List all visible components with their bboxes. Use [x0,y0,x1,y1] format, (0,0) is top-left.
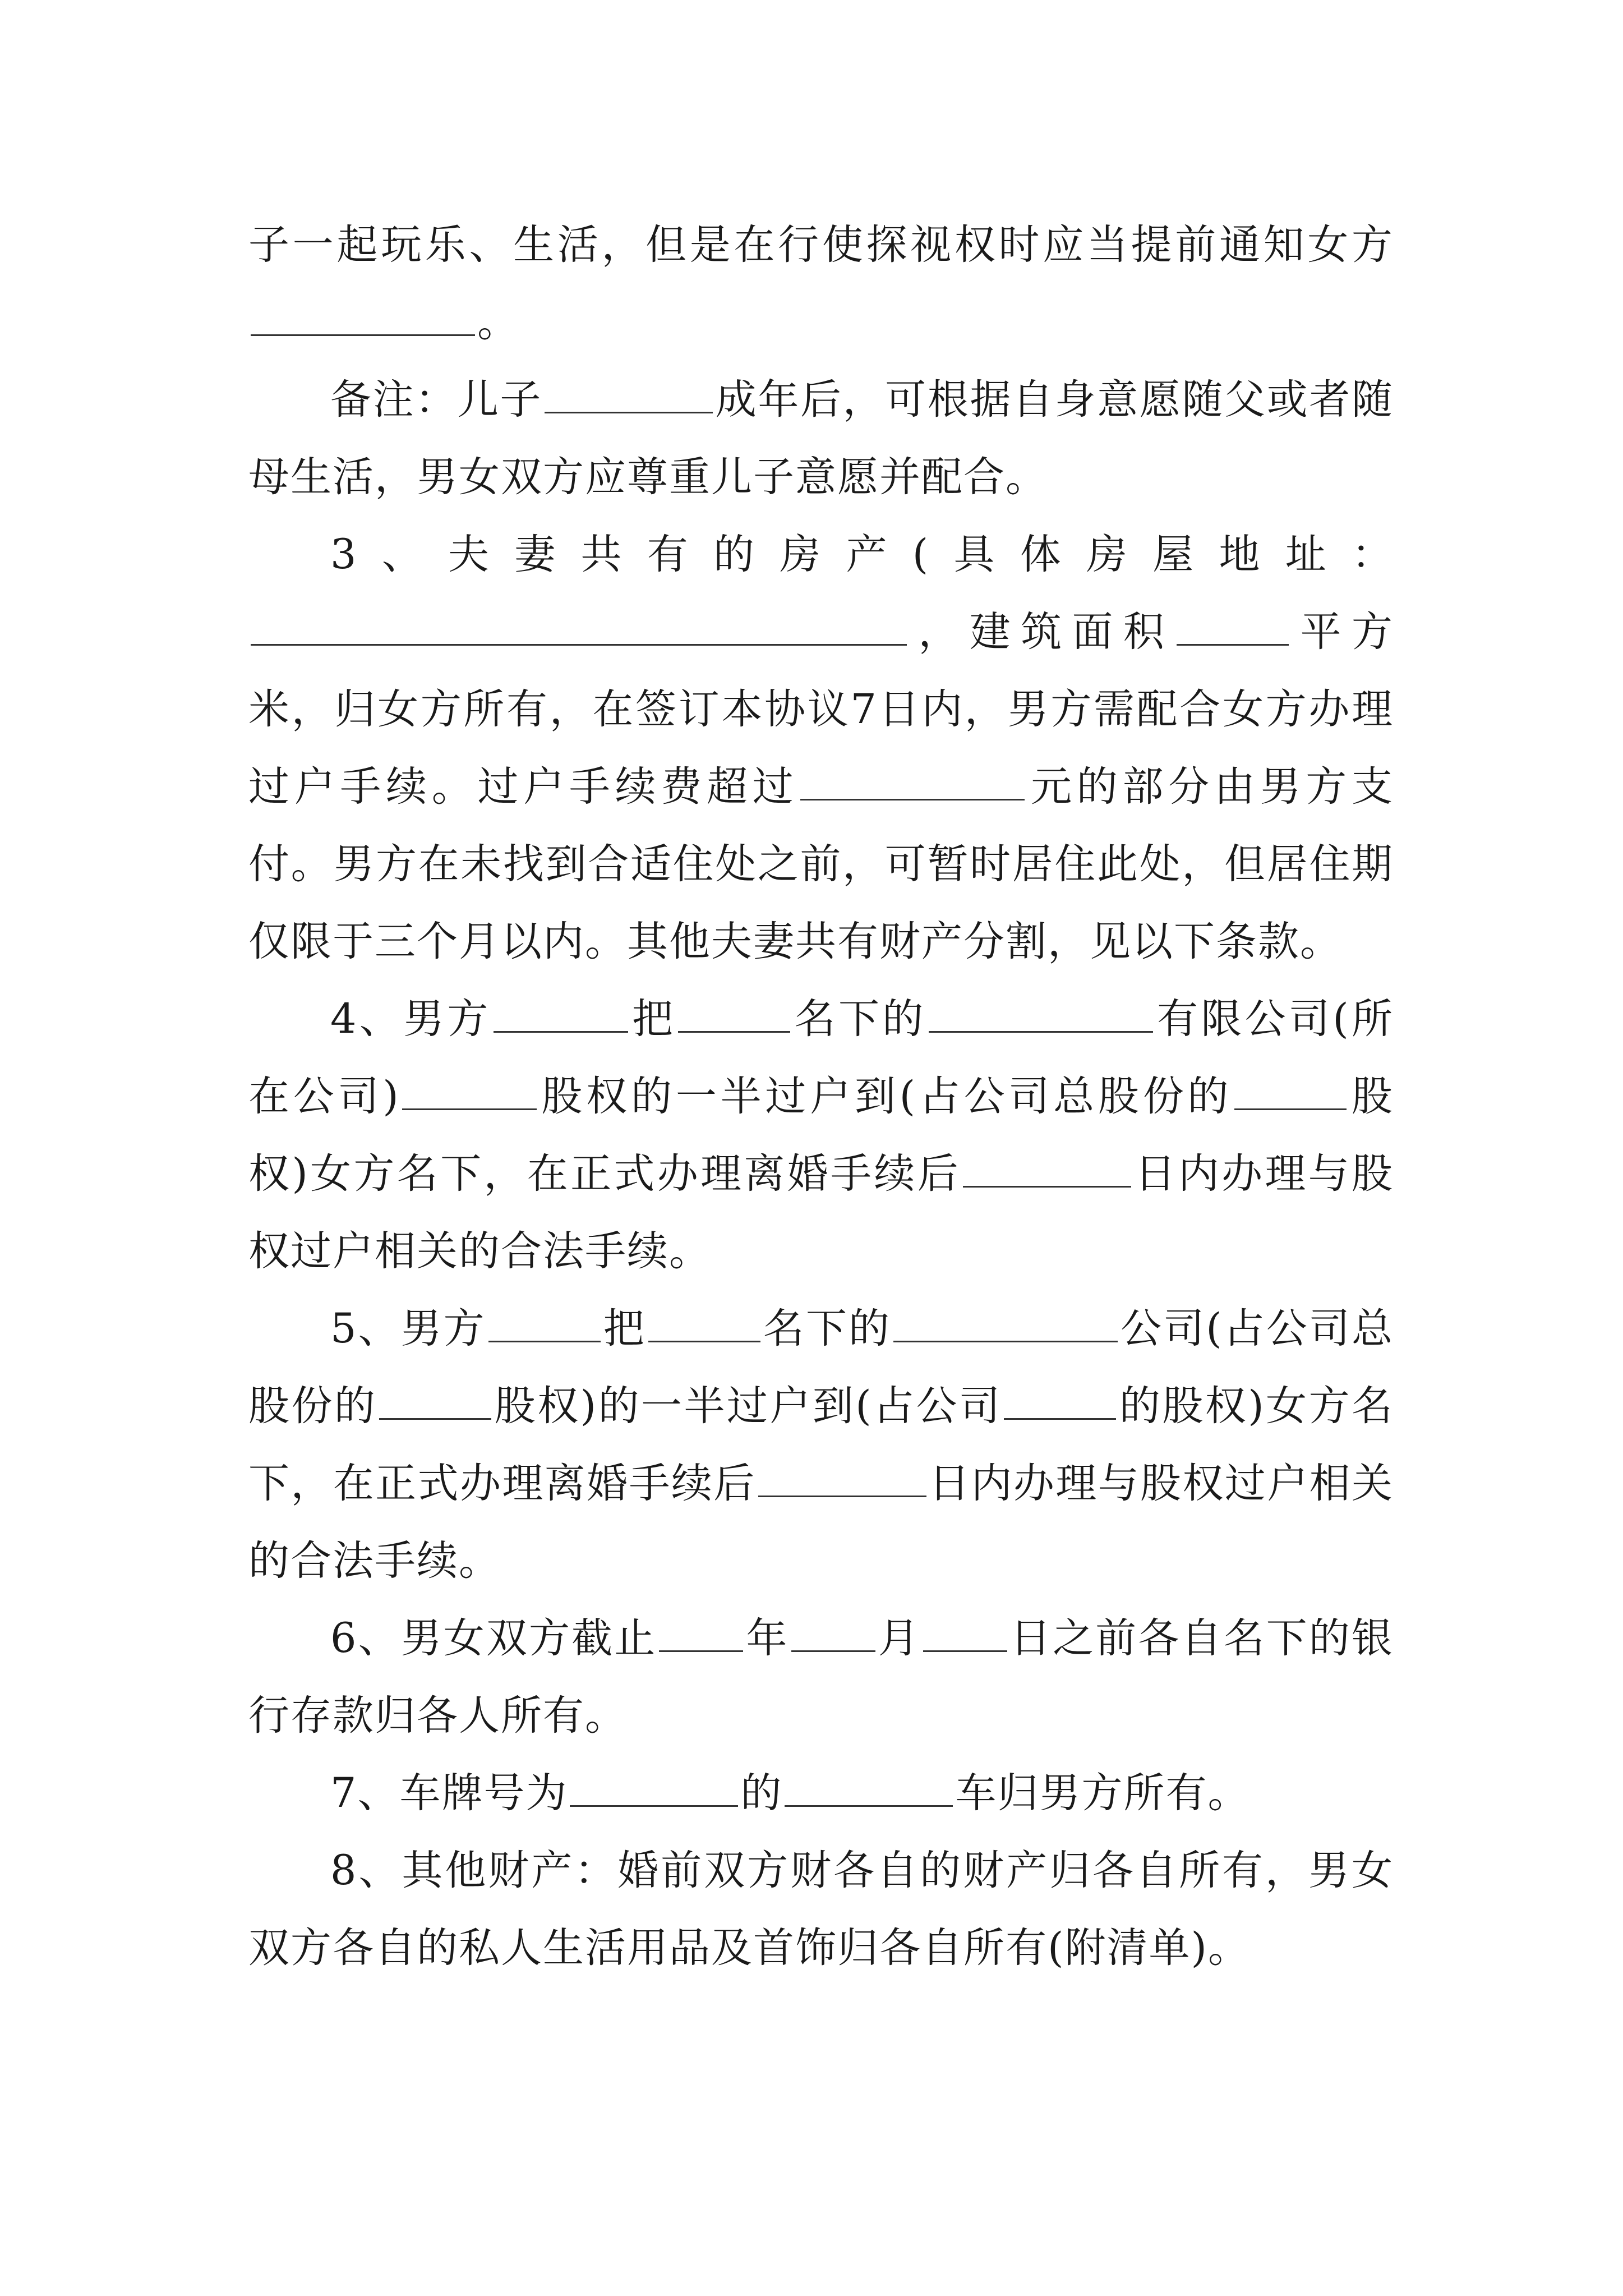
blank-line [251,301,475,336]
blank-line [791,1617,875,1652]
blank-line [494,997,628,1033]
paragraph-text: 日内办理与股权过户相关的合法手续。 [248,1150,1394,1275]
paragraph-text: 的股权)女方名下，在正式办理离婚手续后 [248,1382,1394,1507]
paragraph-text: 6、男女双方截止 [330,1614,657,1662]
paragraph-clause-5-shares [248,1290,1394,1600]
paragraph-text: 子一起玩乐、生活，但是在行使探视权时应当提前通知女方 [248,221,1394,269]
blank-line [545,378,713,413]
blank-line [379,1384,491,1420]
paragraph-text: 股权)女方名下，在正式办理离婚手续后 [248,1073,1394,1198]
paragraph-text: 日之前各自名下的银行存款归各人所有。 [248,1614,1394,1740]
blank-line [893,1307,1118,1342]
paragraph-text: ，建筑面积 [909,608,1175,656]
paragraph-clause-4-shares [248,981,1394,1290]
blank-line [1234,1075,1347,1110]
blank-line [785,1772,953,1807]
blank-line [1004,1384,1116,1420]
blank-line [251,610,907,646]
blank-line [402,1075,537,1110]
paragraph-text: 股权的一半过户到(占公司总股份的 [538,1073,1233,1120]
blank-line [929,997,1153,1033]
blank-line [659,1617,743,1652]
paragraph-text: 有限公司(所在公司) [248,995,1394,1120]
paragraph-text: 3、夫妻共有的房产(具体房屋地址： [330,531,1394,578]
blank-line [963,1152,1131,1188]
paragraph-clause-6-deposits [248,1600,1394,1755]
paragraph-text: 日内办理与股权过户相关的合法手续。 [248,1460,1394,1585]
paragraph-text: 元的部分由男方支付。男方在未找到合适住处之前，可暂时居住此处，但居住期仅限于三个月以内。其他夫妻共有财产分割，见以下条款。 [248,763,1394,965]
blank-line [1177,610,1289,646]
paragraph-visitation-continued [248,206,1394,361]
paragraph-text: 公司(占公司总股份的 [248,1305,1394,1430]
paragraph-text: 名下的 [762,1305,892,1352]
paragraph-text: 7、车牌号为 [330,1769,568,1817]
paragraph-text: 4、男方 [330,995,491,1043]
paragraph-text: 备注：儿子 [330,376,543,424]
paragraph-clause-3-property [248,516,1394,981]
paragraph-remark [248,361,1394,516]
paragraph-text: 车归男方所有。 [955,1769,1250,1817]
blank-line [648,1307,760,1342]
paragraph-text: 股权)的一半过户到(占公司 [494,1382,1002,1430]
blank-line [570,1772,738,1807]
document-body [248,206,1394,1987]
blank-line [800,765,1025,800]
blank-line [488,1307,601,1342]
paragraph-clause-7-vehicle [248,1755,1394,1832]
paragraph-text: 把 [630,995,676,1043]
paragraph-text: 5、男方 [330,1305,486,1352]
paragraph-clause-8-other-property [248,1832,1394,1987]
paragraph-text: 成年后，可根据自身意愿随父或者随母生活，男女双方应尊重儿子意愿并配合。 [248,376,1394,501]
paragraph-text: 。 [477,298,519,346]
paragraph-text: 的 [740,1769,783,1817]
paragraph-text: 把 [602,1305,646,1352]
paragraph-text: 月 [877,1614,921,1662]
blank-line [678,997,790,1033]
paragraph-text: 年 [745,1614,789,1662]
paragraph-text: 平方米，归女方所有，在签订本协议7日内，男方需配合女方办理过户手续。过户手续费超过 [248,608,1394,811]
paragraph-text: 名下的 [792,995,926,1043]
blank-line [758,1462,926,1497]
paragraph-text: 8、其他财产：婚前双方财各自的财产归各自所有，男女双方各自的私人生活用品及首饰归各自所有(附清单)。 [248,1847,1394,1972]
blank-line [923,1617,1007,1652]
